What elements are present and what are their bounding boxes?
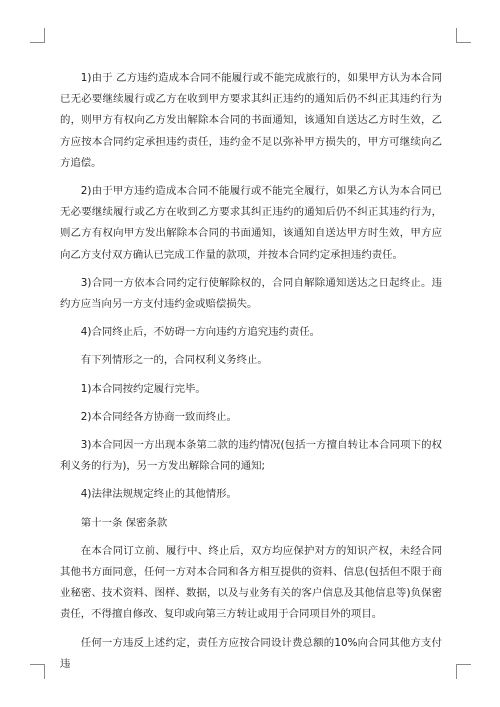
paragraph-termination-effect: 3)合同一方依本合同约定行使解除权的，合同自解除通知送达之日起终止。违约方应当向另一方支付违约金或赔偿损失。 [60, 276, 442, 311]
paragraph-post-termination-liability: 4)合同终止后，不妨碍一方向违约方追究违约责任。 [80, 326, 321, 339]
page-corner-mark-bottom-left [30, 664, 45, 679]
section-heading-confidentiality: 第十一条 保密条款 [80, 516, 168, 529]
document-body [60, 68, 442, 675]
paragraph-condition-4: 4)法律法规规定终止的其他情形。 [80, 488, 237, 501]
page-corner-mark-top-right [456, 28, 471, 43]
paragraph-confidentiality-breach: 任何一方违反上述约定，责任方应按合同设计费总额的10%向合同其他方支付违 [60, 636, 442, 670]
paragraph-condition-3: 3)本合同因一方出现本条第二款的违约情况(包括一方擅自转让本合同项下的权利义务的行为)，另一方发出解除合同的通知; [60, 439, 442, 473]
paragraph-breach-by-party-a: 2)由于甲方违约造成本合同不能履行或不能完全履行，如果乙方认为本合同已无必要继续履行或乙方在收到乙方要求其纠正违约的通知后仍不纠正其违约行为，则乙方有权向甲方发出解除本合同的书面通知，该通知自送达甲方时生效，甲方应向乙方支付双方确认已完成工作量的款项，并按本合同约定承担违约责任。 [60, 185, 442, 261]
paragraph-condition-2: 2)本合同经各方协商一致而终止。 [80, 410, 237, 423]
page-corner-mark-top-left [30, 28, 45, 43]
paragraph-condition-1: 1)本合同按约定履行完毕。 [80, 382, 206, 395]
paragraph-termination-conditions-intro: 有下列情形之一的，合同权利义务终止。 [80, 354, 268, 367]
paragraph-confidentiality-obligation: 在本合同订立前、履行中、终止后，双方均应保护对方的知识产权，未经合同其他书方面同意，任何一方对本合同和各方相互提供的资料、信息(包括但不限于商业秘密、技术资料、图样、数据，以及与业务有关的客户信息及其他信息等)负保密责任，不得擅自修改、复印或向第三方转让或用于合同项目外的项目。 [60, 544, 442, 621]
page-corner-mark-bottom-right [456, 664, 471, 679]
paragraph-breach-by-party-b: 1)由于 乙方违约造成本合同不能履行或不能完成旅行的，如果甲方认为本合同已无必要继续履行或乙方在收到甲方要求其纠正违约的通知后仍不纠正其违约行为的，则甲方有权向乙方发出解除本合同的书面通知，该通知自送达乙方时生效，乙方应按本合同约定承担违约责任，违约金不足以弥补甲方损失的，甲方可继续向乙方追偿。 [60, 72, 442, 169]
